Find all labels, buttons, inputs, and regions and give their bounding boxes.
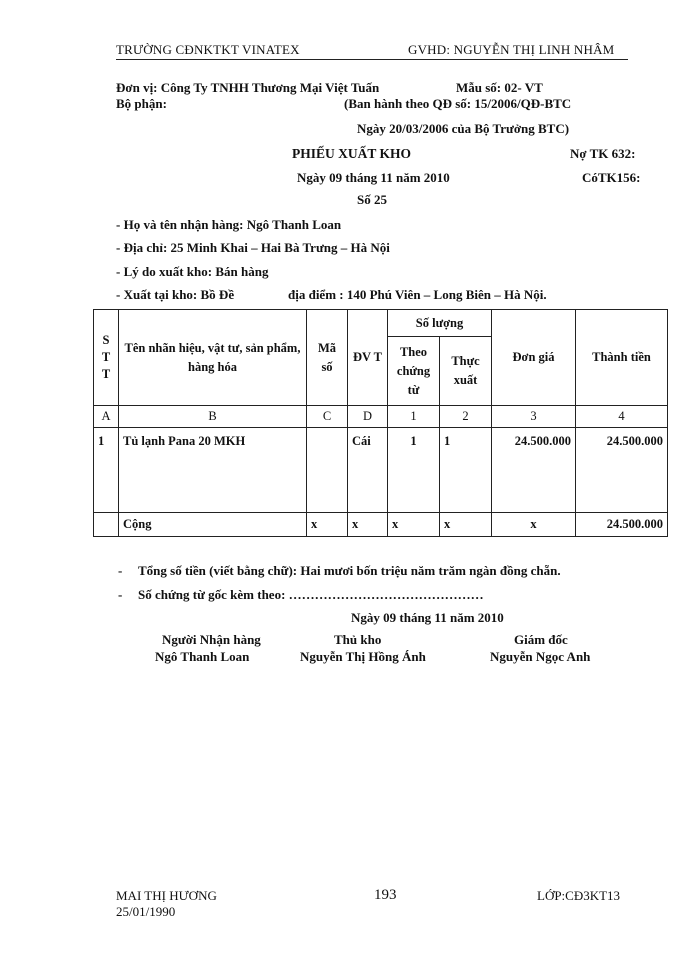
code-cell: 4 xyxy=(576,406,668,428)
header-rule xyxy=(116,59,628,60)
code-row xyxy=(94,406,668,428)
total-unit-price: x xyxy=(492,513,576,537)
decision-issued: (Ban hành theo QĐ số: 15/2006/QĐ-BTC xyxy=(344,96,572,111)
summary-dash-2: - xyxy=(118,587,123,602)
total-qty-actual: x xyxy=(440,513,492,537)
header-code: Mã số xyxy=(307,310,348,406)
header-stt-s: S xyxy=(102,333,110,347)
form-number: Mẫu số: 02- VT xyxy=(456,80,543,95)
attached-documents: Số chứng từ gốc kèm theo: ……………………………………… xyxy=(138,587,484,602)
header-qty-actual: Thực xuất xyxy=(440,337,492,406)
department: Bộ phận: xyxy=(116,96,167,111)
page-number: 193 xyxy=(374,887,397,903)
footer-class: LỚP:CĐ3KT13 xyxy=(537,888,621,903)
total-amount: 24.500.000 xyxy=(576,513,668,537)
summary-dash-1: - xyxy=(118,563,123,578)
document-date: Ngày 09 tháng 11 năm 2010 xyxy=(297,170,450,185)
decision-date: Ngày 20/03/2006 của Bộ Trưởng BTC) xyxy=(357,121,570,136)
director-title: Giám đốc xyxy=(514,632,568,647)
total-unit: x xyxy=(348,513,388,537)
row-amount: 24.500.000 xyxy=(576,428,668,513)
header-amount: Thành tiền xyxy=(576,310,668,406)
row-code xyxy=(307,428,348,513)
row-unit-price: 24.500.000 xyxy=(492,428,576,513)
code-cell: 3 xyxy=(492,406,576,428)
header-product-name: Tên nhãn hiệu, vật tư, sản phẩm, hàng hóa xyxy=(119,310,307,406)
header-unit: ĐV T xyxy=(348,310,388,406)
goods-table xyxy=(93,309,668,537)
code-cell: B xyxy=(119,406,307,428)
row-product-name: Tủ lạnh Pana 20 MKH xyxy=(119,428,307,513)
reason-line: - Lý do xuất kho: Bán hàng xyxy=(116,264,269,279)
debit-account: Nợ TK 632: xyxy=(570,146,636,161)
total-code: x xyxy=(307,513,348,537)
footer-student: MAI THỊ HƯƠNG xyxy=(116,888,217,903)
director-name: Nguyễn Ngọc Anh xyxy=(490,649,591,664)
code-cell: 2 xyxy=(440,406,492,428)
amount-in-words: Tổng số tiền (viết bằng chữ): Hai mươi bốn triệu năm trăm ngàn đồng chẵn. xyxy=(138,563,561,578)
row-qty-actual: 1 xyxy=(440,428,492,513)
row-stt: 1 xyxy=(94,428,119,513)
header-teacher: GVHD: NGUYỄN THỊ LINH NHÂM xyxy=(408,42,615,57)
footer-dob: 25/01/1990 xyxy=(116,904,176,919)
header-unit-price: Đơn giá xyxy=(492,310,576,406)
header-qty-document: Theo chứng từ xyxy=(388,337,440,406)
address-line: - Địa chỉ: 25 Minh Khai – Hai Bà Trưng – Hà Nội xyxy=(116,240,390,255)
header-quantity: Số lượng xyxy=(388,310,492,337)
signature-date: Ngày 09 tháng 11 năm 2010 xyxy=(351,610,504,625)
document-title: PHIẾU XUẤT KHO xyxy=(292,146,412,161)
recipient-name: Ngô Thanh Loan xyxy=(155,649,250,664)
code-cell: D xyxy=(348,406,388,428)
storekeeper-title: Thủ kho xyxy=(334,632,382,647)
row-qty-document: 1 xyxy=(388,428,440,513)
location-line: địa điểm : 140 Phú Viên – Long Biên – Hà Nội. xyxy=(288,287,547,302)
total-stt xyxy=(94,513,119,537)
unit-name: Đơn vị: Công Ty TNHH Thương Mại Việt Tuấn xyxy=(116,80,380,95)
code-cell: A xyxy=(94,406,119,428)
total-qty-document: x xyxy=(388,513,440,537)
row-unit: Cái xyxy=(348,428,388,513)
header-school: TRƯỜNG CĐNKTKT VINATEX xyxy=(116,42,300,57)
storekeeper-name: Nguyễn Thị Hồng Ánh xyxy=(300,649,426,664)
recipient-title: Người Nhận hàng xyxy=(162,632,261,647)
code-cell: 1 xyxy=(388,406,440,428)
document-number: Số 25 xyxy=(357,192,387,207)
total-label: Cộng xyxy=(119,513,307,537)
table-row xyxy=(94,428,668,513)
recipient-line: - Họ và tên nhận hàng: Ngô Thanh Loan xyxy=(116,217,342,232)
header-stt-t1: T xyxy=(101,350,111,364)
header-stt-t2: T xyxy=(101,367,111,381)
credit-account: CóTK156: xyxy=(582,170,641,185)
header-stt xyxy=(94,310,119,406)
code-cell: C xyxy=(307,406,348,428)
total-row xyxy=(94,513,668,537)
warehouse-line: - Xuất tại kho: Bồ Đề xyxy=(116,287,235,302)
